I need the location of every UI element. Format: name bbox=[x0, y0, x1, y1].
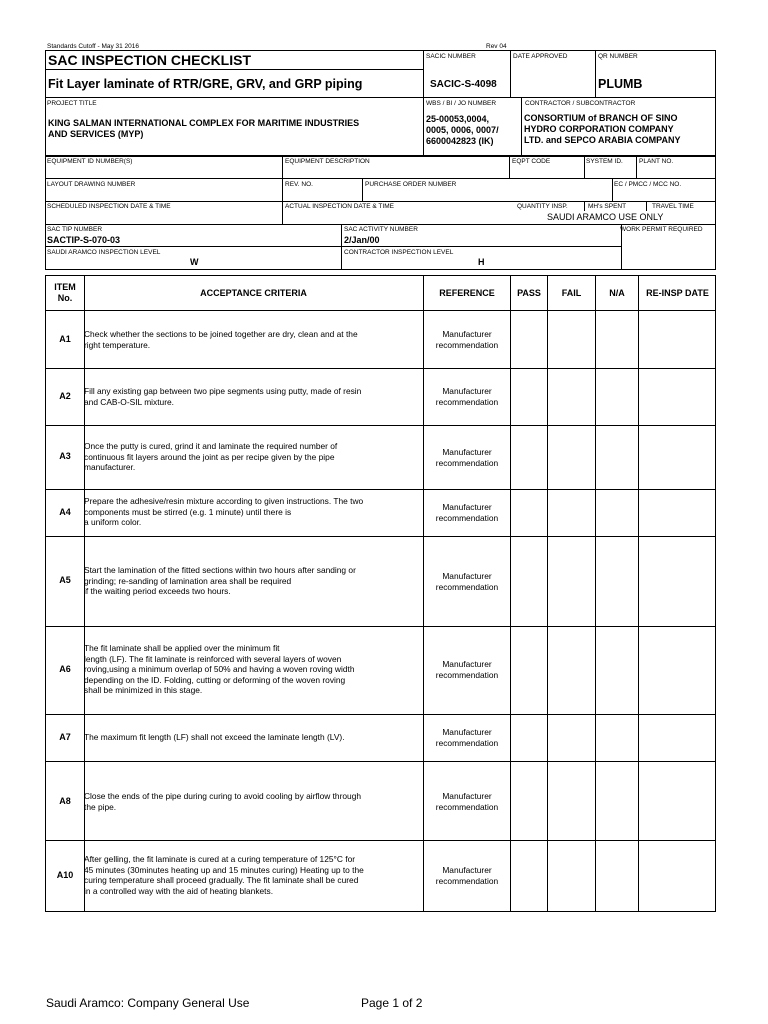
scheduled-date-label: SCHEDULED INSPECTION DATE & TIME bbox=[47, 203, 171, 210]
reference-text: Manufacturer recommendation bbox=[435, 502, 499, 523]
header-na: N/A bbox=[609, 288, 625, 298]
travel-time-label: TRAVEL TIME bbox=[652, 203, 694, 210]
item-number: A5 bbox=[59, 575, 71, 585]
footer-page-number: Page 1 of 2 bbox=[361, 996, 423, 1010]
sac-activity-value: 2/Jan/00 bbox=[344, 235, 380, 245]
wbs-line2: 0005, 0006, 0007/ bbox=[426, 125, 499, 135]
sac-tip-label: SAC TIP NUMBER bbox=[47, 226, 103, 233]
contractor-line1: CONSORTIUM of BRANCH OF SINO bbox=[524, 113, 678, 123]
reference-text: Manufacturer recommendation bbox=[435, 727, 499, 748]
wbs-line1: 25-00053,0004, bbox=[426, 114, 490, 124]
item-number: A10 bbox=[56, 870, 74, 880]
footer-classification: Saudi Aramco: Company General Use bbox=[46, 996, 250, 1010]
reference-text: Manufacturer recommendation bbox=[435, 329, 499, 350]
item-number: A3 bbox=[59, 451, 71, 461]
criteria-text: Close the ends of the pipe during curing to avoid cooling by airflow through the pipe. bbox=[84, 791, 362, 812]
project-title-line1: KING SALMAN INTERNATIONAL COMPLEX FOR MARITIME INDUSTRIES bbox=[48, 118, 360, 128]
sacic-number-value: SACIC-S-4098 bbox=[430, 79, 497, 90]
contractor-level-value: H bbox=[478, 257, 485, 267]
eqpt-code-label: EQPT CODE bbox=[512, 158, 551, 165]
contractor-line2: HYDRO CORPORATION COMPANY bbox=[524, 124, 674, 134]
criteria-text: Once the putty is cured, grind it and laminate the required number of continuous fit layers around the joint as per recipe given by the pipe manufacturer. bbox=[84, 441, 338, 473]
work-permit-label: WORK PERMIT REQUIRED bbox=[620, 226, 703, 233]
contractor-level-label: CONTRACTOR INSPECTION LEVEL bbox=[344, 249, 454, 256]
standards-cutoff: Standards Cutoff - May 31 2016 bbox=[47, 43, 140, 50]
criteria-text: After gelling, the fit laminate is cured at a curing temperature of 125°C for 45 minutes (30minutes heating up and 15 minutes curing) Heating up to the curing temperature shall proceed gradually. The fit laminate shall be cured in a controlled way with the aid of heating blankets. bbox=[84, 854, 364, 896]
document-subtitle: Fit Layer laminate of RTR/GRE, GRV, and GRP piping bbox=[48, 77, 363, 91]
project-title-line2: AND SERVICES (MYP) bbox=[48, 129, 144, 139]
header-fail: FAIL bbox=[561, 288, 582, 298]
date-approved-label: DATE APPROVED bbox=[513, 53, 568, 60]
reference-text: Manufacturer recommendation bbox=[435, 386, 499, 407]
document-title: SAC INSPECTION CHECKLIST bbox=[48, 52, 252, 68]
quantity-insp-label: QUANTITY INSP. bbox=[517, 203, 568, 210]
criteria-text: The maximum fit length (LF) shall not exceed the laminate length (LV). bbox=[84, 732, 345, 742]
reference-text: Manufacturer recommendation bbox=[435, 659, 499, 680]
wbs-line3: 6600042823 (IK) bbox=[426, 136, 494, 146]
item-number: A1 bbox=[59, 334, 71, 344]
reference-text: Manufacturer recommendation bbox=[435, 865, 499, 886]
qr-number-value: PLUMB bbox=[598, 77, 643, 91]
actual-date-label: ACTUAL INSPECTION DATE & TIME bbox=[285, 203, 394, 210]
equipment-id-label: EQUIPMENT ID NUMBER(S) bbox=[47, 158, 133, 165]
contractor-label: CONTRACTOR / SUBCONTRACTOR bbox=[525, 100, 636, 107]
sacic-number-label: SACIC NUMBER bbox=[426, 53, 476, 60]
aramco-level-value: W bbox=[190, 257, 199, 267]
system-id-label: SYSTEM ID. bbox=[586, 158, 623, 165]
layout-drawing-label: LAYOUT DRAWING NUMBER bbox=[47, 181, 136, 188]
wbs-label: WBS / BI / JO NUMBER bbox=[426, 100, 497, 107]
rev-no-label: REV. NO. bbox=[285, 181, 313, 188]
sac-activity-label: SAC ACTIVITY NUMBER bbox=[344, 226, 418, 233]
header-acceptance-criteria: ACCEPTANCE CRITERIA bbox=[200, 288, 307, 298]
contractor-line3: LTD. and SEPCO ARABIA COMPANY bbox=[524, 135, 681, 145]
header-item-no: ITEM No. bbox=[54, 282, 76, 303]
reference-text: Manufacturer recommendation bbox=[435, 571, 499, 592]
criteria-text: Check whether the sections to be joined together are dry, clean and at the right temperature. bbox=[84, 329, 358, 350]
reference-text: Manufacturer recommendation bbox=[435, 447, 499, 468]
item-number: A7 bbox=[59, 732, 71, 742]
criteria-text: The fit laminate shall be applied over the minimum fit length (LF). The fit laminate is reinforced with several layers of woven roving,using a minimum overlap of 50% and having a woven roving width depending on the ID. Folding, cutting or deforming of the woven roving shall be minimized in this stage. bbox=[84, 643, 355, 696]
header-reference: REFERENCE bbox=[439, 288, 495, 298]
ec-pmcc-label: EC / PMCC / MCC NO. bbox=[614, 181, 682, 188]
criteria-text: Start the lamination of the fitted sections within two hours after sanding or grinding; re-sanding of lamination area shall be required if the waiting period exceeds two hours. bbox=[84, 565, 356, 597]
header-pass: PASS bbox=[517, 288, 541, 298]
qr-number-label: QR NUMBER bbox=[598, 53, 638, 60]
plant-no-label: PLANT NO. bbox=[639, 158, 674, 165]
reference-text: Manufacturer recommendation bbox=[435, 791, 499, 812]
sac-tip-value: SACTIP-S-070-03 bbox=[47, 235, 121, 245]
revision-label: Rev 04 bbox=[486, 43, 507, 50]
aramco-level-label: SAUDI ARAMCO INSPECTION LEVEL bbox=[47, 249, 161, 256]
equipment-desc-label: EQUIPMENT DESCRIPTION bbox=[285, 158, 370, 165]
header-reinsp-date: RE-INSP DATE bbox=[646, 288, 709, 298]
aramco-use-only: SAUDI ARAMCO USE ONLY bbox=[547, 212, 664, 222]
project-title-label: PROJECT TITLE bbox=[47, 100, 97, 107]
criteria-text: Prepare the adhesive/resin mixture according to given instructions. The two components must be stirred (e.g. 1 minute) until there is a uniform color. bbox=[84, 496, 364, 528]
item-number: A6 bbox=[59, 664, 71, 674]
item-number: A8 bbox=[59, 796, 71, 806]
mhs-spent-label: MH's SPENT bbox=[588, 203, 627, 210]
item-number: A2 bbox=[59, 391, 71, 401]
item-number: A4 bbox=[59, 507, 71, 517]
po-number-label: PURCHASE ORDER NUMBER bbox=[365, 181, 457, 188]
criteria-text: Fill any existing gap between two pipe segments using putty, made of resin and CAB-O-SIL mixture. bbox=[84, 386, 362, 407]
